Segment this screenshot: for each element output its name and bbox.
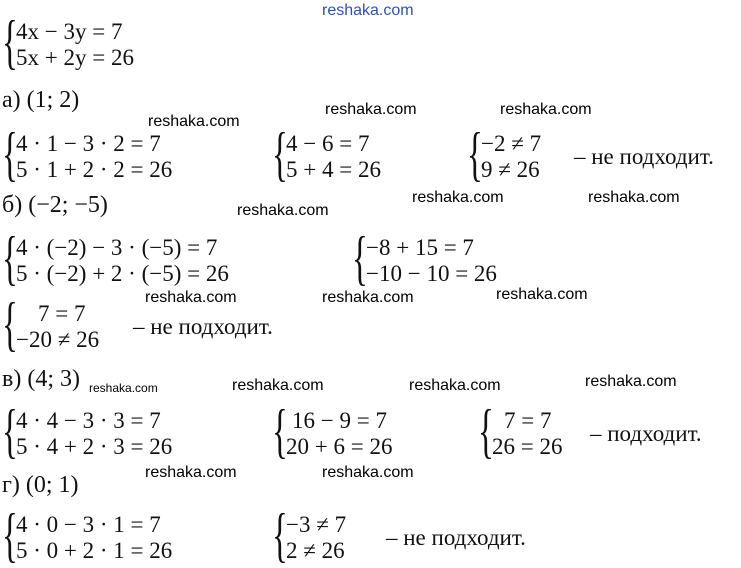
- watermark: reshaka.com: [89, 381, 158, 395]
- brace-icon: {: [272, 502, 288, 568]
- watermark: reshaka.com: [585, 373, 677, 390]
- part-v-result: – подходит.: [590, 421, 702, 446]
- watermark: reshaka.com: [322, 464, 414, 481]
- part-v-system-3: [478, 398, 563, 464]
- brace-icon: {: [2, 225, 18, 291]
- equation-line: 4x − 3y = 7: [16, 19, 123, 44]
- part-a-system-1: [2, 121, 173, 187]
- watermark: reshaka.com: [500, 101, 592, 118]
- equation-line: 5 · (−2) + 2 · (−5) = 26: [16, 261, 229, 286]
- equation-line: 20 + 6 = 26: [286, 434, 393, 459]
- watermark: reshaka.com: [409, 377, 501, 394]
- brace-icon: {: [2, 502, 18, 568]
- equation-line: 4 − 6 = 7: [286, 131, 370, 156]
- part-a-result: – не подходит.: [574, 144, 714, 169]
- watermark: reshaka.com: [325, 101, 417, 118]
- watermark: reshaka.com: [412, 189, 504, 206]
- part-g-system-1: [2, 502, 173, 568]
- brace-icon: {: [272, 121, 288, 187]
- equation-line: 2 ≠ 26: [286, 538, 345, 563]
- equation-line: 4 · 1 − 3 · 2 = 7: [16, 131, 161, 156]
- equation-line: 4 · 4 − 3 · 3 = 7: [16, 408, 161, 433]
- equation-line: 16 − 9 = 7: [292, 408, 387, 433]
- part-g-system-2: [272, 502, 347, 568]
- part-b-result: – не подходит.: [133, 314, 273, 339]
- equation-line: 7 = 7: [38, 301, 86, 326]
- watermark: reshaka.com: [588, 189, 680, 206]
- part-a-label: а) (1; 2): [2, 87, 80, 113]
- brace-icon: {: [2, 121, 18, 187]
- part-g-result: – не подходит.: [386, 525, 526, 550]
- brace-icon: {: [352, 225, 368, 291]
- brace-icon: {: [467, 121, 483, 187]
- equation-line: 5 · 0 + 2 · 1 = 26: [16, 538, 173, 563]
- brace-icon: {: [2, 398, 18, 464]
- part-b-system-2: [352, 225, 497, 291]
- watermark: reshaka.com: [148, 113, 240, 130]
- part-b-label: б) (−2; −5): [2, 192, 108, 218]
- watermark: reshaka.com: [145, 464, 237, 481]
- part-a-system-2: [272, 121, 381, 187]
- equation-line: 5 · 4 + 2 · 3 = 26: [16, 434, 173, 459]
- watermark-top: reshaka.com: [322, 2, 414, 19]
- part-v-system-2: [272, 398, 393, 464]
- equation-line: 4 · (−2) − 3 · (−5) = 7: [16, 235, 218, 260]
- equation-line: −10 − 10 = 26: [366, 261, 497, 286]
- equation-line: −3 ≠ 7: [286, 512, 347, 537]
- watermark: reshaka.com: [237, 202, 329, 219]
- watermark: reshaka.com: [145, 289, 237, 306]
- brace-icon: {: [2, 9, 18, 75]
- part-v-system-1: [2, 398, 173, 464]
- watermark: reshaka.com: [496, 286, 588, 303]
- brace-icon: {: [272, 398, 288, 464]
- equation-line: 4 · 0 − 3 · 1 = 7: [16, 512, 161, 537]
- equation-line: 7 = 7: [504, 408, 552, 433]
- brace-icon: {: [478, 398, 494, 464]
- equation-line: −20 ≠ 26: [16, 327, 100, 352]
- equation-line: 5x + 2y = 26: [16, 45, 134, 70]
- equation-line: −8 + 15 = 7: [366, 235, 474, 260]
- equation-line: 5 · 1 + 2 · 2 = 26: [16, 157, 173, 182]
- part-a-system-3: [467, 121, 542, 187]
- part-v-label: в) (4; 3): [2, 366, 80, 392]
- watermark: reshaka.com: [322, 289, 414, 306]
- equation-line: −2 ≠ 7: [481, 131, 542, 156]
- part-b-system-3: [2, 291, 100, 357]
- part-g-label: г) (0; 1): [2, 472, 79, 498]
- part-b-system-1: [2, 225, 229, 291]
- equation-line: 26 = 26: [492, 434, 563, 459]
- main-system: [2, 9, 134, 75]
- equation-line: 9 ≠ 26: [481, 157, 540, 182]
- brace-icon: {: [2, 291, 18, 357]
- equation-line: 5 + 4 = 26: [286, 157, 381, 182]
- watermark: reshaka.com: [232, 377, 324, 394]
